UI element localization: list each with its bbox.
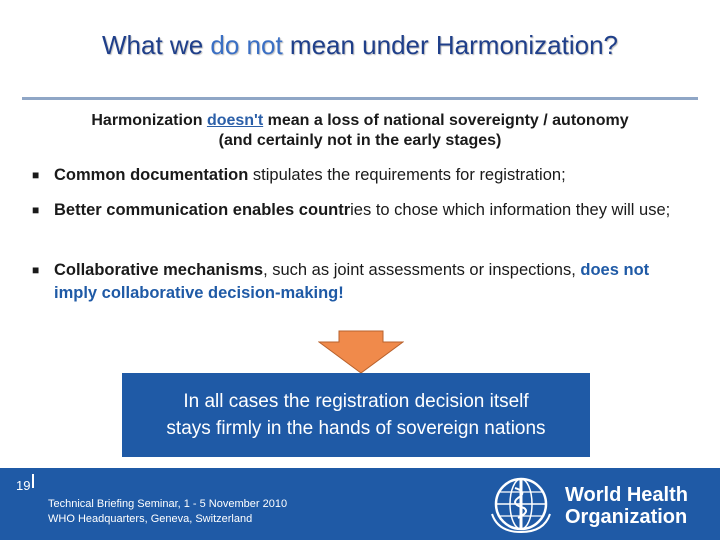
who-emblem-icon <box>488 474 554 534</box>
page-number: 19 <box>16 478 31 493</box>
title-part1: What we <box>102 30 211 60</box>
bullet-item <box>32 259 692 305</box>
intro-prefix: Harmonization <box>91 112 207 129</box>
bullet-emphasis: does not imply collaborative decision-making! <box>54 261 650 302</box>
seminar-line1: Technical Briefing Seminar, 1 - 5 November 2010 <box>48 498 288 510</box>
down-arrow-icon <box>318 330 404 374</box>
intro-statement <box>0 111 720 151</box>
org-line2: Organization <box>565 506 688 528</box>
org-line1: World Health <box>565 484 688 506</box>
intro-underlined: doesn't <box>206 112 264 129</box>
square-bullet-icon: ■ <box>32 168 40 182</box>
bullet-item <box>32 164 692 187</box>
bullet-bold: Common documentation <box>54 166 249 184</box>
square-bullet-icon: ■ <box>32 203 40 217</box>
page-number-divider <box>32 474 34 488</box>
bullet-item <box>32 199 692 222</box>
bullet-bold: Collaborative mechanisms <box>54 261 264 279</box>
intro-suffix: mean a loss of national sovereignty / autonomy <box>263 112 629 129</box>
organization-name <box>565 484 688 528</box>
intro-line1 <box>0 111 720 131</box>
title-divider <box>22 97 698 100</box>
callout-box <box>122 373 590 457</box>
square-bullet-icon: ■ <box>32 263 40 277</box>
bullet-text: , such as joint assessments or inspections, <box>263 261 581 279</box>
callout-line2: stays firmly in the hands of sovereign nations <box>166 418 546 439</box>
bullet-bold: Better communication enables countr <box>54 201 351 219</box>
title-part2: mean under Harmonization? <box>282 30 618 60</box>
bullet-text: ies to chose which information they will use; <box>350 201 671 219</box>
callout-line1: In all cases the registration decision itself <box>183 391 529 412</box>
title-highlight: do not <box>210 30 283 60</box>
seminar-info <box>48 497 287 527</box>
slide-title <box>0 30 720 61</box>
intro-line2: (and certainly not in the early stages) <box>218 132 502 149</box>
seminar-line2: WHO Headquarters, Geneva, Switzerland <box>48 513 253 525</box>
bullet-text: stipulates the requirements for registration; <box>248 166 566 184</box>
